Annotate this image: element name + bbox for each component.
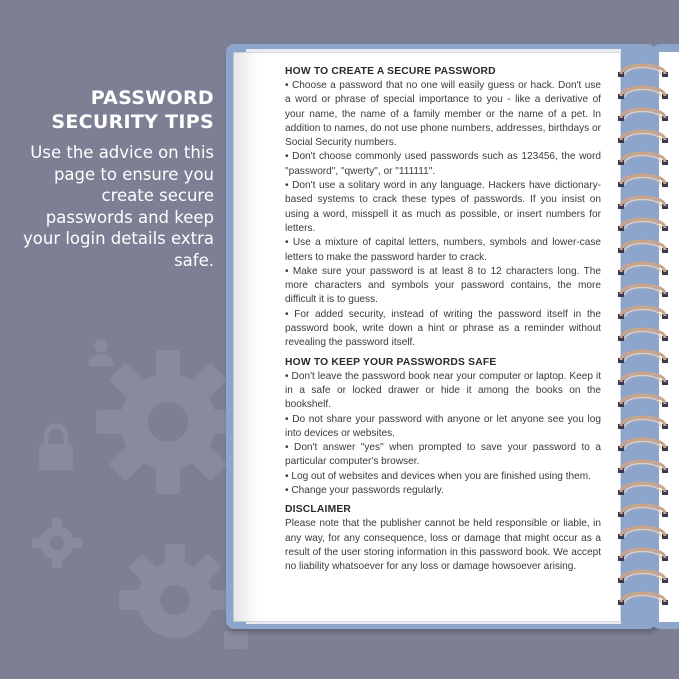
binding-ring [618, 175, 668, 187]
binding-ring [618, 549, 668, 561]
spiral-binding [616, 60, 676, 620]
promo-title: PASSWORD SECURITY TIPS [51, 87, 214, 133]
promo-block [10, 86, 214, 271]
list-item: • Make sure your password is at least 8 to 12 characters long. The more characters and symbols your password contains, the more difficult it is to guess. [285, 265, 601, 306]
binding-ring [618, 329, 668, 341]
binding-ring [618, 153, 668, 165]
list-item: • Don't choose commonly used passwords such as 123456, the word "password", "qwerty", or "111111". [285, 151, 601, 177]
binding-ring [618, 65, 668, 77]
page-content [285, 64, 601, 575]
binding-ring [618, 417, 668, 429]
binding-ring [618, 461, 668, 473]
user-icon [88, 339, 114, 366]
list-item: • Use a mixture of capital letters, numbers, symbols and lower-case letters to make the password harder to crack. [285, 237, 601, 263]
page-shadow [233, 52, 259, 622]
binding-ring [618, 109, 668, 121]
gear-icon [119, 544, 231, 638]
binding-ring [618, 593, 668, 605]
binding-ring [618, 219, 668, 231]
lock-icon [39, 426, 73, 470]
binding-ring [618, 395, 668, 407]
binding-ring [618, 373, 668, 385]
list-item: • Don't answer "yes" when prompted to save your password to a particular computer's browser. [285, 442, 601, 468]
binding-ring [618, 131, 668, 143]
binding-ring [618, 439, 668, 451]
gear-icon [32, 518, 82, 568]
binding-ring [618, 197, 668, 209]
binding-ring [618, 571, 668, 583]
promo-text: Use the advice on this page to ensure you create secure passwords and keep your login details extra safe. [23, 143, 214, 270]
list-item: • For added security, instead of writing the password itself in the password book, write down a hint or phrase as a reminder without revealing the password itself. [285, 308, 601, 349]
binding-ring [618, 285, 668, 297]
binding-ring [618, 263, 668, 275]
binding-ring [618, 483, 668, 495]
section-heading-keep-safe: HOW TO KEEP YOUR PASSWORDS SAFE [285, 356, 497, 368]
binding-ring [618, 241, 668, 253]
binding-ring [618, 527, 668, 539]
section-heading-disclaimer: DISCLAIMER [285, 504, 352, 516]
list-item: • Choose a password that no one will easily guess or hack. Don't use a word or phrase of special importance to you - like a derivative of your name, the name of a family member or the name of a pet. In addition to names, do not use phone numbers, addresses, birthdays or Social Security numbers. [285, 80, 601, 149]
list-item: • Change your passwords regularly. [285, 485, 444, 497]
list-item: • Don't use a solitary word in any language. Hackers have dictionary-based systems to crack these types of passwords. If you insist on using a word, misspell it as much as possible, or insert numbers for letters. [285, 180, 601, 234]
disclaimer-text: Please note that the publisher cannot be held responsible or liable, in any way, for any consequence, loss or damage that might occur as a result of the user storing information in this password book. We accept no liability whatsoever for any loss or damage howsoever arising. [285, 518, 601, 573]
binding-ring [618, 307, 668, 319]
binding-ring [618, 351, 668, 363]
section-heading-create: HOW TO CREATE A SECURE PASSWORD [285, 66, 496, 77]
list-item: • Do not share your password with anyone or let anyone see you log into devices or websites. [285, 413, 601, 439]
list-item: • Log out of websites and devices when you are finished using them. [285, 470, 591, 482]
lock-icon [224, 631, 248, 649]
list-item: • Don't leave the password book near your computer or laptop. Keep it in a safe or locked drawer or hide it among the books on the bookshelf. [285, 370, 601, 411]
gear-icon [96, 350, 240, 494]
binding-ring [618, 505, 668, 517]
binding-ring [618, 87, 668, 99]
